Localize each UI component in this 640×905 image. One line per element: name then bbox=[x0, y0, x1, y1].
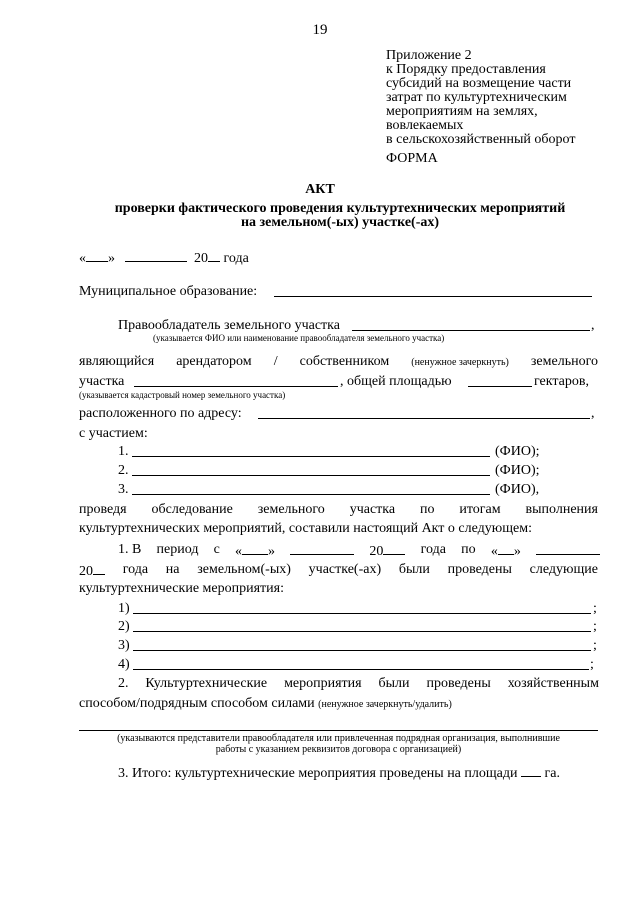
tenant-word: являющийся bbox=[79, 354, 155, 369]
page-number: 19 bbox=[312, 22, 328, 38]
municipality-label: Муниципальное образование: bbox=[79, 284, 258, 299]
item1-word: по bbox=[461, 542, 476, 557]
address-label: расположенного по адресу: bbox=[79, 406, 242, 421]
address-field[interactable] bbox=[258, 418, 590, 419]
item1-quote: « bbox=[235, 544, 243, 559]
item2-word: мероприятия bbox=[284, 676, 362, 691]
annex-line: Приложение 2 bbox=[386, 48, 472, 63]
tenant-note: (ненужное зачеркнуть) bbox=[411, 356, 509, 368]
measure-number: 4) bbox=[118, 657, 130, 672]
item1-word: земельном(-ых) bbox=[197, 562, 291, 577]
contractor-field[interactable] bbox=[79, 730, 598, 731]
item1-year-prefix: 20 bbox=[79, 564, 93, 579]
item2-line2 bbox=[79, 696, 452, 712]
annex-block bbox=[386, 49, 575, 147]
item2-method-text: способом/подрядным способом силами bbox=[79, 696, 315, 711]
measure-end: ; bbox=[590, 657, 594, 672]
item1-line3: культуртехнические мероприятия: bbox=[79, 581, 284, 596]
item1-word: проведены bbox=[447, 562, 512, 577]
participant-suffix: (ФИО); bbox=[495, 444, 540, 459]
form-label: ФОРМА bbox=[386, 151, 438, 166]
annex-line: в сельскохозяйственный оборот bbox=[386, 132, 576, 147]
annex-line: вовлекаемых bbox=[386, 118, 464, 133]
date-close-quote: » bbox=[108, 251, 115, 266]
annex-line: субсидий на возмещение части bbox=[386, 76, 572, 91]
participant-field[interactable] bbox=[132, 456, 490, 457]
measure-end: ; bbox=[593, 638, 597, 653]
measure-number: 3) bbox=[118, 638, 130, 653]
survey-word: обследование bbox=[151, 502, 233, 517]
tenant-word: арендатором bbox=[176, 354, 252, 369]
measure-end: ; bbox=[593, 619, 597, 634]
area-unit: гектаров, bbox=[534, 374, 590, 389]
cadastral-hint: (указывается кадастровый номер земельного участка) bbox=[79, 390, 286, 400]
item1-line1 bbox=[118, 542, 600, 560]
owner-comma: , bbox=[591, 318, 595, 333]
measure-field[interactable] bbox=[133, 631, 591, 632]
item3-line bbox=[118, 764, 560, 782]
item2-note: (ненужное зачеркнуть/удалить) bbox=[318, 699, 452, 710]
survey-word: итогам bbox=[459, 502, 501, 517]
participant-number: 2. bbox=[118, 463, 129, 478]
cadastral-field[interactable] bbox=[134, 386, 338, 387]
item2-word: 2. bbox=[118, 676, 129, 691]
act-title: АКТ bbox=[305, 182, 335, 197]
contractor-hint-line2: работы с указанием реквизитов договора с организацией) bbox=[215, 744, 462, 755]
end-year-field[interactable] bbox=[93, 562, 105, 575]
survey-word: по bbox=[419, 502, 435, 517]
tenant-word: / bbox=[273, 354, 278, 369]
end-day-field[interactable] bbox=[498, 542, 514, 555]
item1-year: 20 bbox=[369, 544, 384, 559]
month-field[interactable] bbox=[125, 249, 187, 262]
year-field[interactable] bbox=[208, 249, 220, 262]
address-comma: , bbox=[591, 406, 595, 421]
tenant-line bbox=[79, 354, 598, 370]
plot-label: участка bbox=[79, 374, 125, 389]
year-suffix: года bbox=[223, 251, 249, 266]
item1-word: следующие bbox=[529, 562, 598, 577]
measure-field[interactable] bbox=[133, 613, 591, 614]
item2-word: были bbox=[378, 676, 410, 691]
survey-word: участка bbox=[349, 502, 396, 517]
item1-word: года bbox=[122, 562, 149, 577]
annex-line: затрат по культуртехническим bbox=[386, 90, 567, 105]
item1-word: с bbox=[213, 542, 220, 557]
item1-quote: » bbox=[268, 544, 276, 559]
participant-number: 3. bbox=[118, 482, 129, 497]
participant-suffix: (ФИО); bbox=[495, 463, 540, 478]
item3-text: 3. Итого: культуртехнические мероприятия проведены на площади bbox=[118, 766, 518, 781]
act-subtitle-line1: проверки фактического проведения культуртехнических мероприятий bbox=[114, 201, 566, 216]
date-open-quote: « bbox=[79, 251, 86, 266]
measure-field[interactable] bbox=[133, 650, 591, 651]
participant-field[interactable] bbox=[132, 475, 490, 476]
item2-word: проведены bbox=[426, 676, 491, 691]
item1-word: 1. В bbox=[118, 542, 142, 557]
owner-field[interactable] bbox=[352, 330, 590, 331]
measure-number: 2) bbox=[118, 619, 130, 634]
start-month-field[interactable] bbox=[290, 542, 354, 555]
survey-word: проведя bbox=[79, 502, 127, 517]
item1-line2 bbox=[79, 562, 598, 580]
contractor-hint-line1: (указываются представители правообладателя или привлеченная подрядная организация, выполнившие bbox=[117, 733, 560, 744]
area-field[interactable] bbox=[468, 386, 532, 387]
item1-word: период bbox=[156, 542, 199, 557]
survey-word: выполнения bbox=[525, 502, 598, 517]
owner-hint: (указывается ФИО или наименование правообладателя земельного участка) bbox=[153, 333, 445, 343]
area-label: , общей площадью bbox=[340, 374, 452, 389]
item1-word: участке(-ах) bbox=[308, 562, 382, 577]
act-subtitle-line2: на земельном(-ых) участке(-ах) bbox=[240, 215, 440, 230]
participant-number: 1. bbox=[118, 444, 129, 459]
end-month-field[interactable] bbox=[536, 542, 600, 555]
participation-label: с участием: bbox=[79, 426, 148, 441]
annex-line: к Порядку предоставления bbox=[386, 62, 546, 77]
survey-line-2: культуртехнических мероприятий, составили настоящий Акт о следующем: bbox=[79, 521, 532, 536]
item1-quote: « bbox=[490, 544, 498, 559]
measure-field[interactable] bbox=[133, 669, 589, 670]
municipality-field[interactable] bbox=[274, 296, 592, 297]
total-area-field[interactable] bbox=[521, 764, 541, 777]
participant-suffix: (ФИО), bbox=[495, 482, 540, 497]
survey-line-1 bbox=[79, 502, 598, 518]
item1-word: были bbox=[398, 562, 430, 577]
start-year-field[interactable] bbox=[383, 542, 405, 555]
survey-word: земельного bbox=[257, 502, 325, 517]
tenant-word: собственником bbox=[299, 354, 390, 369]
participant-field[interactable] bbox=[132, 494, 490, 495]
measure-number: 1) bbox=[118, 601, 130, 616]
day-field[interactable] bbox=[86, 249, 108, 262]
item2-line1 bbox=[118, 676, 599, 692]
item1-word: на bbox=[165, 562, 180, 577]
annex-line: мероприятиям на землях, bbox=[386, 104, 538, 119]
item2-word: Культуртехнические bbox=[145, 676, 268, 691]
measure-end: ; bbox=[593, 601, 597, 616]
tenant-tail: земельного bbox=[530, 354, 598, 369]
start-day-field[interactable] bbox=[242, 542, 268, 555]
item2-word: хозяйственным bbox=[507, 676, 599, 691]
year-prefix: 20 bbox=[194, 251, 208, 266]
act-date bbox=[79, 249, 249, 267]
item1-word: года bbox=[420, 542, 446, 557]
item3-unit: га. bbox=[544, 766, 560, 781]
owner-label: Правообладатель земельного участка bbox=[118, 318, 340, 333]
item1-quote: » bbox=[513, 544, 521, 559]
